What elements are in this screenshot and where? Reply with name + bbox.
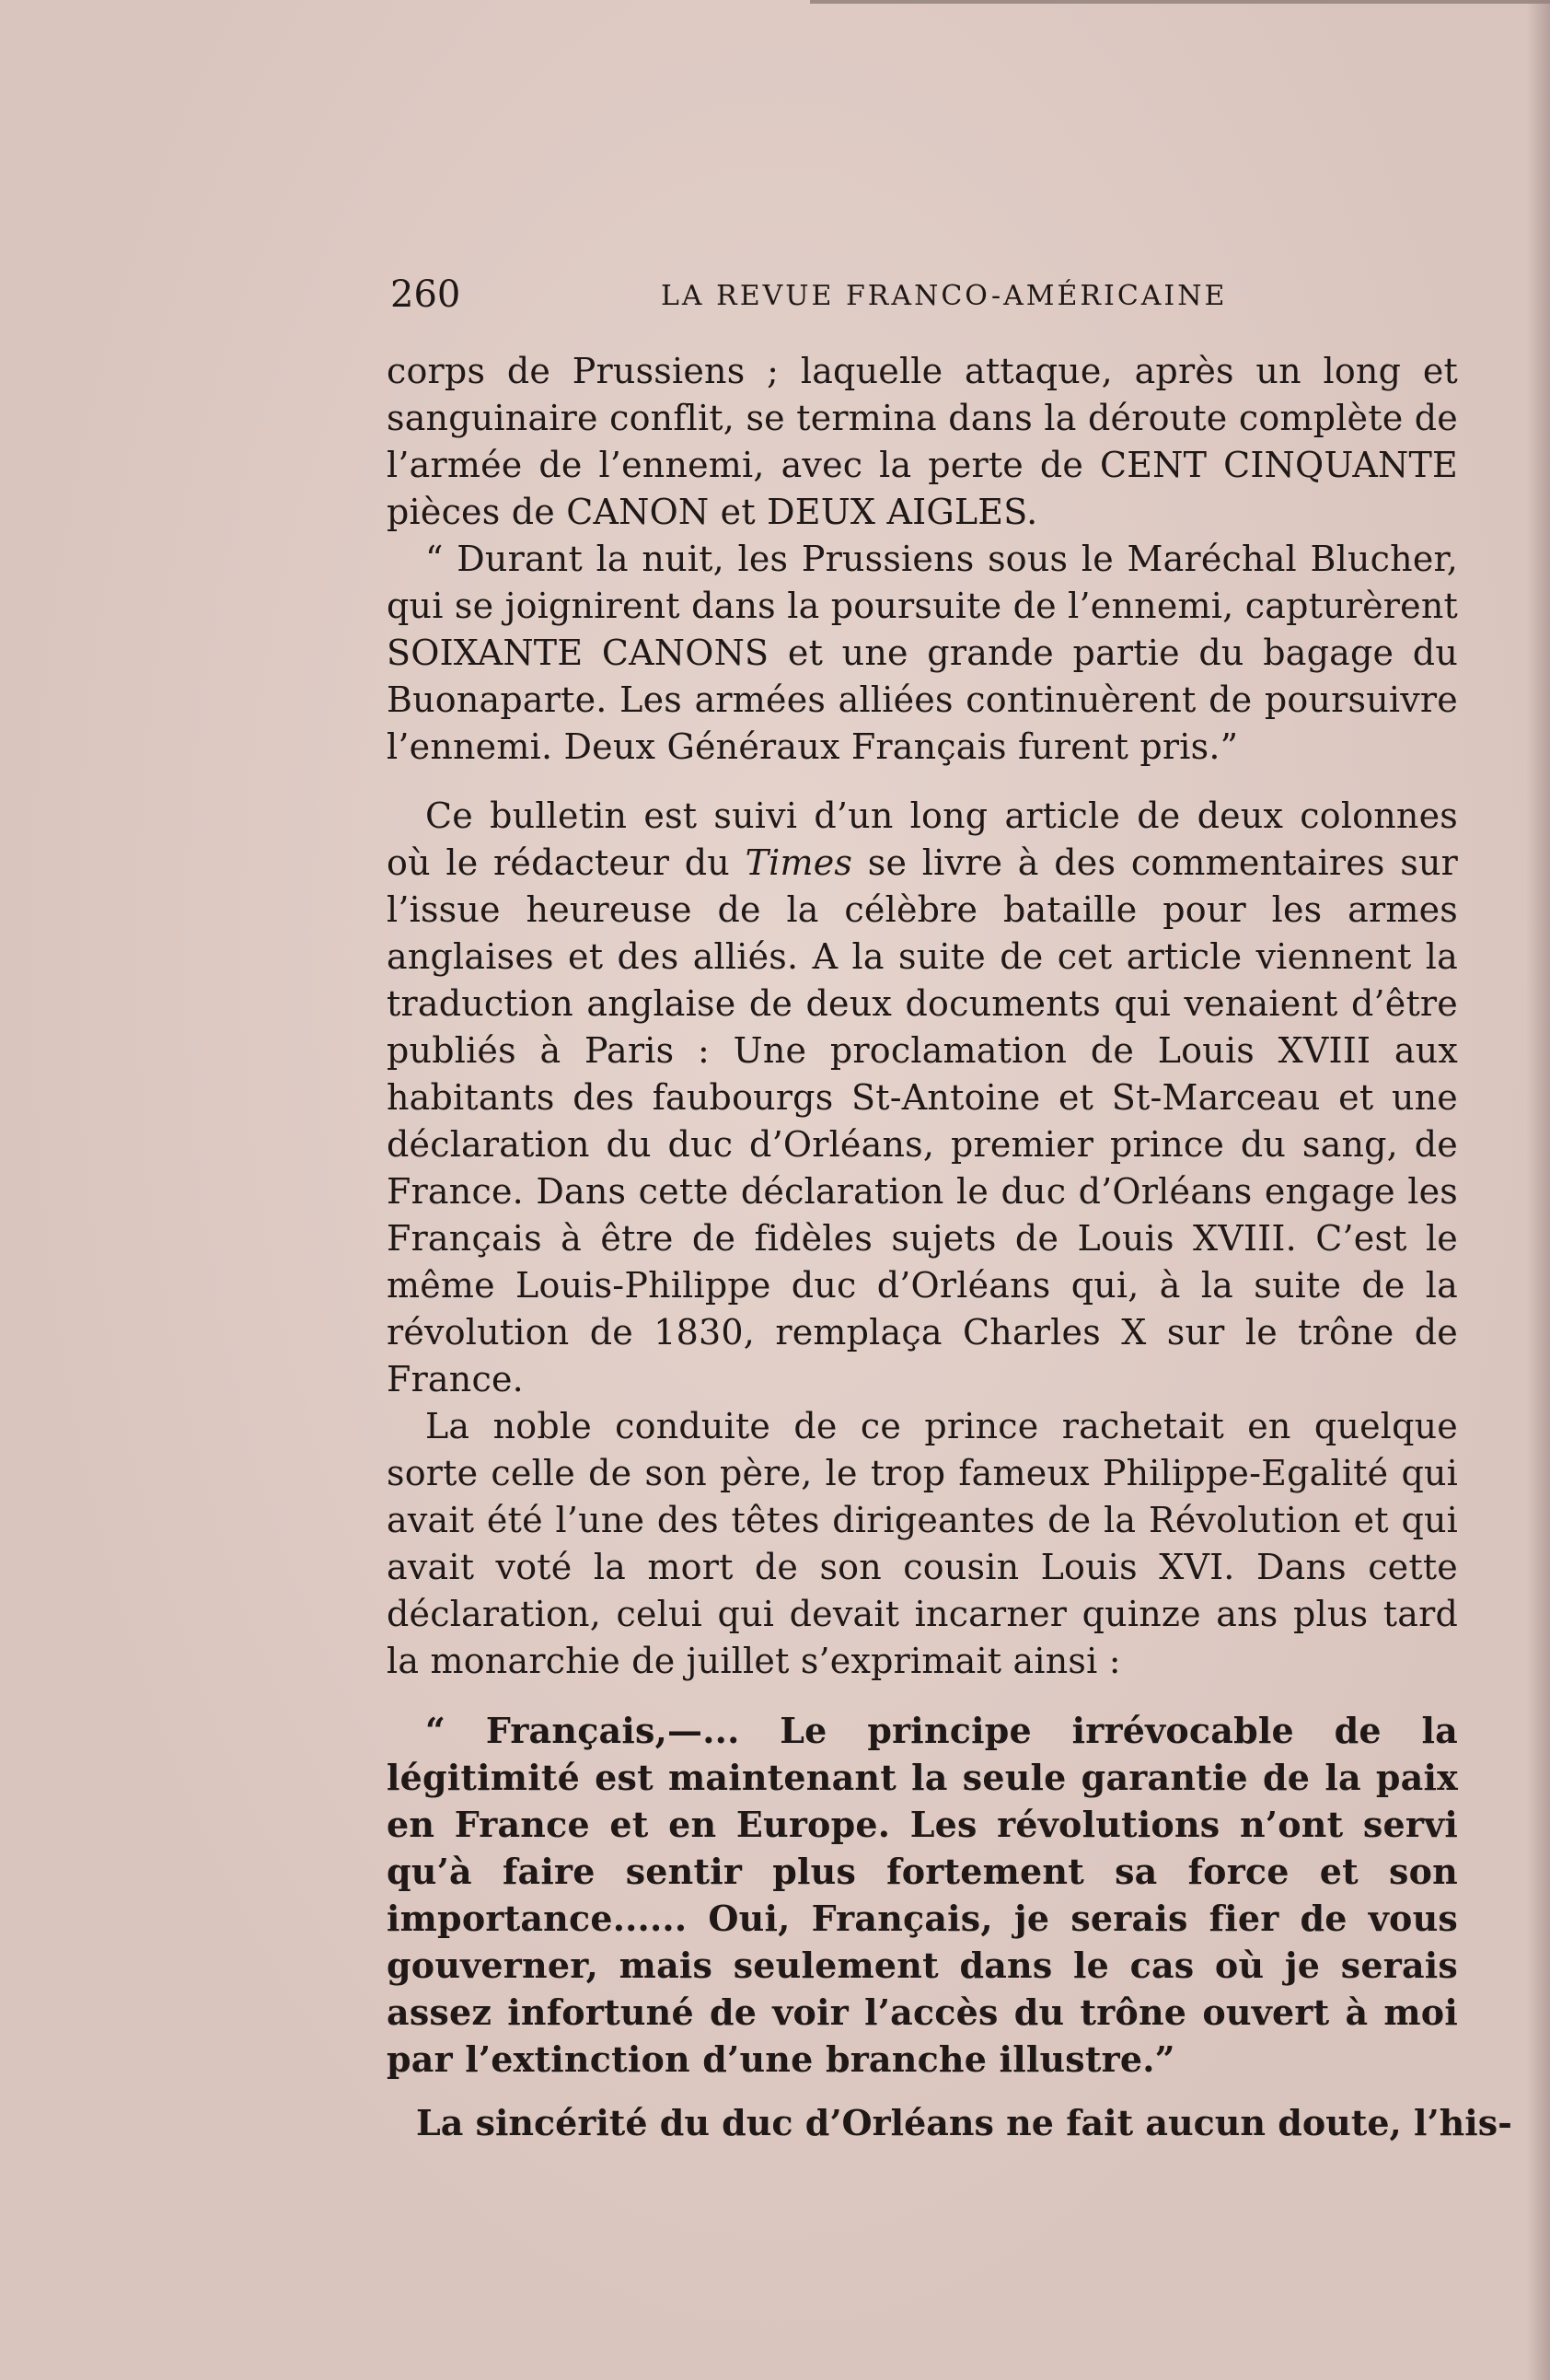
paragraph-gap xyxy=(387,771,1458,793)
journal-title: LA REVUE FRANCO-AMÉRICAINE xyxy=(661,280,1228,312)
bulletin-text-end: se livre à des commentaires sur l’issue heureuse de la célèbre bataille pour les armes anglaises et des alliés. A la suite de cet article viennent la traduction anglaise de deux documents qui venaient d’être publiés à Paris : Une proclamation de Louis XVIII aux habitants des faubourgs St-Antoine et St-Marceau et une déclaration du duc d’Orléans, premier prince du sang, de France. Dans cette déclaration le duc d’Orléans engage les Français à être de fidèles sujets de Louis XVIII. C’est le même Louis-Philippe duc d’Orléans qui, à la suite de la révolution de 1830, remplaça Charles X sur le trône de France. xyxy=(387,842,1458,1399)
paragraph-sincerity: La sincérité du duc d’Orléans ne fait aucun doute, l’his- xyxy=(416,2102,1512,2143)
page-number: 260 xyxy=(390,273,461,316)
bulletin-text-start: Ce bulletin est suivi d’un long article de deux colonnes où le rédacteur du xyxy=(387,795,1458,883)
paragraph-noble-conduct: La noble conduite de ce prince rachetait en quelque sorte celle de son père, le trop fameux Philippe-Egalité qui avait été l’une des têtes dirigeantes de la Révolution et qui avait voté la mort de son cousin Louis XVI. Dans cette déclaration, celui qui devait incarner quinze ans plus tard la monarchie de juillet s’exprimait ainsi : xyxy=(387,1406,1458,1681)
paragraph-continued: corps de Prussiens ; laquelle attaque, après un long et sanguinaire conflit, se termina dans la déroute complète de l’armée de l’ennemi, avec la perte de CENT CINQUANTE pièces de CANON et DEUX AIGLES. xyxy=(387,351,1458,532)
running-head xyxy=(390,267,1458,322)
paragraph-bulletin xyxy=(387,793,1458,1403)
times-title: Times xyxy=(745,842,853,883)
page-edge-shadow xyxy=(1526,0,1550,2380)
text-block xyxy=(387,348,1458,2083)
paragraph-declaration-quote: “ Français,—... Le principe irrévocable de la légitimité est maintenant la seule garantie de la paix en France et en Europe. Les révolutions n’ont servi qu’à faire sentir plus fortement sa force et son importance...... Oui, Français, je serais fier de vous gouverner, mais seulement dans le cas où je serais assez infortuné de voir l’accès du trône ouvert à moi par l’extinction d’une branche illustre.” xyxy=(387,1710,1458,2080)
paragraph-gap xyxy=(387,1685,1458,1707)
top-edge-rule xyxy=(810,0,1550,4)
paragraph-quote-blucher: “ Durant la nuit, les Prussiens sous le Maréchal Blucher, qui se joignirent dans la poursuite de l’ennemi, capturèrent SOIXANTE CANONS et une grande partie du bagage du Buonaparte. Les armées alliées continuèrent de poursuivre l’ennemi. Deux Généraux Français furent pris.” xyxy=(387,539,1458,767)
